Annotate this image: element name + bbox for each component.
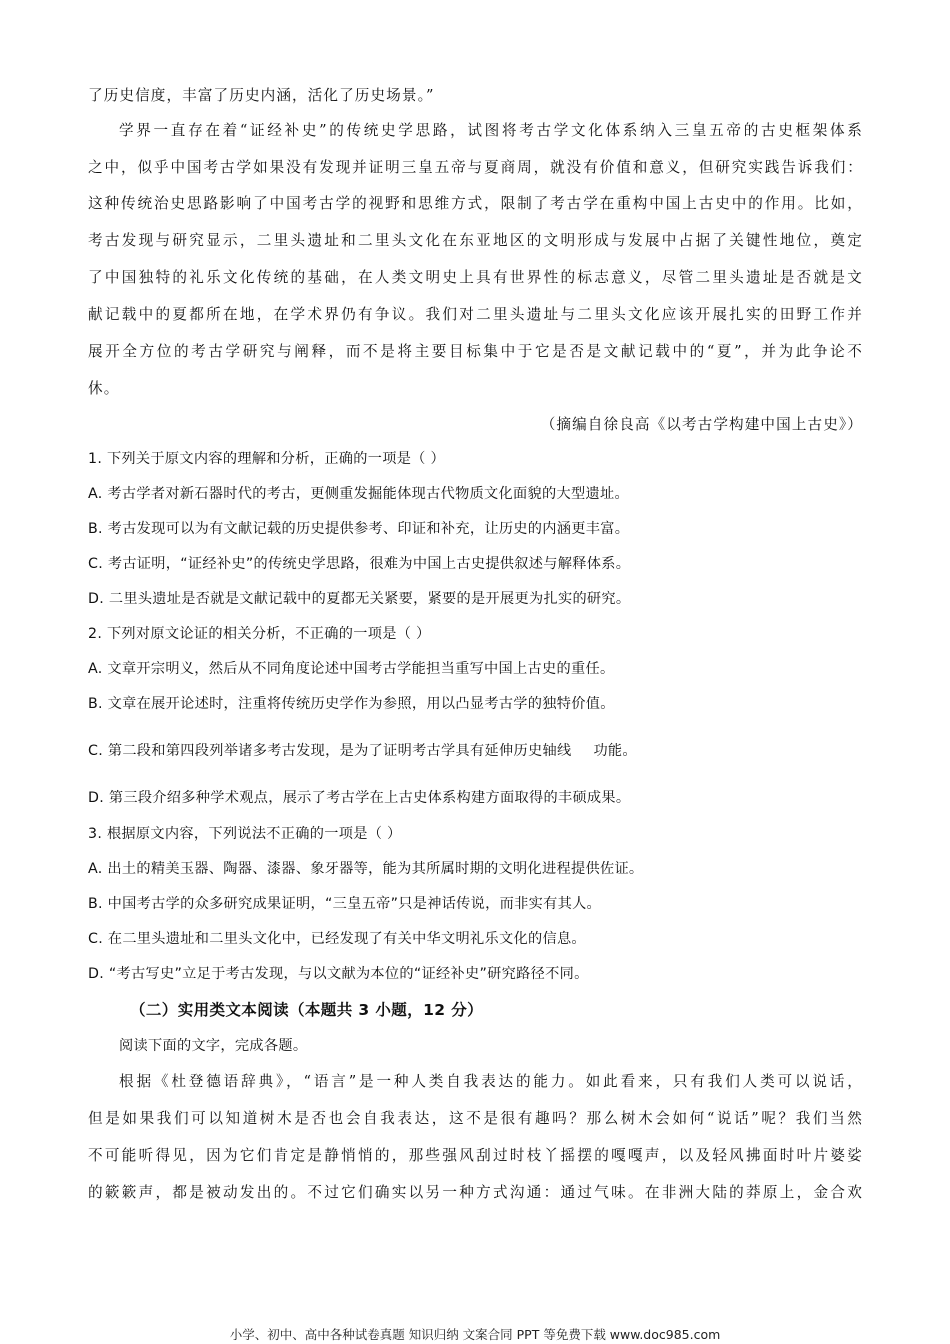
question-stem: 2. 下列对原文论证的相关分析，不正确的一项是（ ） bbox=[88, 626, 431, 642]
question-option: C. 在二里头遗址和二里头文化中，已经发现了有关中华文明礼乐文化的信息。 bbox=[88, 931, 586, 947]
option-text: C. 第二段和第四段列举诸多考古发现，是为了证明考古学具有延伸历史轴线 bbox=[88, 743, 572, 759]
passage-line: 了中国独特的礼乐文化传统的基础，在人类文明史上具有世界性的标志意义，尽管二里头遗址是否就是文 bbox=[88, 269, 863, 286]
question-option: B. 中国考古学的众多研究成果证明，“三皇五帝”只是神话传说，而非实有其人。 bbox=[88, 896, 602, 912]
passage-line: 考古发现与研究显示，二里头遗址和二里头文化在东亚地区的文明形成与发展中占据了关键性地位，奠定 bbox=[88, 232, 863, 249]
question-option: A. 出土的精美玉器、陶器、漆器、象牙器等，能为其所属时期的文明化进程提供佐证。 bbox=[88, 861, 644, 877]
passage-source: （摘编自徐良高《以考古学构建中国上古史》） bbox=[540, 416, 863, 433]
section-instruction: 阅读下面的文字，完成各题。 bbox=[119, 1038, 308, 1054]
passage-line: 但是如果我们可以知道树木是否也会自我表达，这不是很有趣吗？那么树木会如何“说话”呢？我们当然 bbox=[88, 1110, 863, 1127]
question-option: A. 文章开宗明义，然后从不同角度论述中国考古学能担当重写中国上古史的重任。 bbox=[88, 661, 615, 677]
page-footer[interactable]: 小学、初中、高中各种试卷真题 知识归纳 文案合同 PPT 等免费下载 www.doc985.com bbox=[229, 1327, 721, 1342]
section-heading: （二）实用类文本阅读（本题共 3 小题，12 分） bbox=[130, 1001, 484, 1019]
passage-line: 休。 bbox=[88, 380, 120, 397]
passage-line: 学界一直存在着“证经补史”的传统史学思路，试图将考古学文化体系纳入三皇五帝的古史框架体系 bbox=[119, 122, 863, 139]
question-stem: 3. 根据原文内容，下列说法不正确的一项是（ ） bbox=[88, 826, 402, 842]
passage-line: 根据《杜登德语辞典》，“语言”是一种人类自我表达的能力。如此看来，只有我们人类可以说话， bbox=[119, 1073, 863, 1090]
question-option: D. 第三段介绍多种学术观点，展示了考古学在上古史体系构建方面取得的丰硕成果。 bbox=[88, 790, 631, 806]
option-text-tail: 功能。 bbox=[593, 743, 637, 759]
passage-line: 的簌簌声，都是被动发出的。不过它们确实以另一种方式沟通：通过气味。在非洲大陆的莽原上，金合欢 bbox=[88, 1184, 863, 1201]
passage-line: 献记载中的夏都所在地，在学术界仍有争议。我们对二里头遗址与二里头文化应该开展扎实的田野工作并 bbox=[88, 306, 863, 323]
question-stem: 1. 下列关于原文内容的理解和分析，正确的一项是（ ） bbox=[88, 451, 445, 467]
question-option: A. 考古学者对新石器时代的考古，更侧重发掘能体现古代物质文化面貌的大型遗址。 bbox=[88, 486, 629, 502]
passage-line: 之中，似乎中国考古学如果没有发现并证明三皇五帝与夏商周，就没有价值和意义，但研究实践告诉我们： bbox=[88, 159, 863, 176]
question-option: D. “考古写史”立足于考古发现，与以文献为本位的“证经补史”研究路径不同。 bbox=[88, 966, 589, 982]
question-option: D. 二里头遗址是否就是文献记载中的夏都无关紧要，紧要的是开展更为扎实的研究。 bbox=[88, 591, 631, 607]
passage-line: 不可能听得见，因为它们肯定是静悄悄的，那些强风刮过时枝丫摇摆的嘎嘎声，以及轻风拂面时叶片婆娑 bbox=[88, 1147, 863, 1164]
passage-line: 这种传统治史思路影响了中国考古学的视野和思维方式，限制了考古学在重构中国上古史中的作用。比如， bbox=[88, 195, 863, 212]
question-option: B. 文章在展开论述时，注重将传统历史学作为参照，用以凸显考古学的独特价值。 bbox=[88, 696, 615, 712]
passage-line: 了历史信度，丰富了历史内涵，活化了历史场景。” bbox=[88, 87, 435, 104]
question-option: B. 考古发现可以为有文献记载的历史提供参考、印证和补充，让历史的内涵更丰富。 bbox=[88, 521, 630, 537]
question-option: C. 考古证明，“证经补史”的传统史学思路，很难为中国上古史提供叙述与解释体系。 bbox=[88, 556, 631, 572]
passage-line: 展开全方位的考古学研究与阐释，而不是将主要目标集中于它是否是文献记载中的“夏”，并为此争论不 bbox=[88, 343, 863, 360]
question-option bbox=[88, 740, 863, 760]
